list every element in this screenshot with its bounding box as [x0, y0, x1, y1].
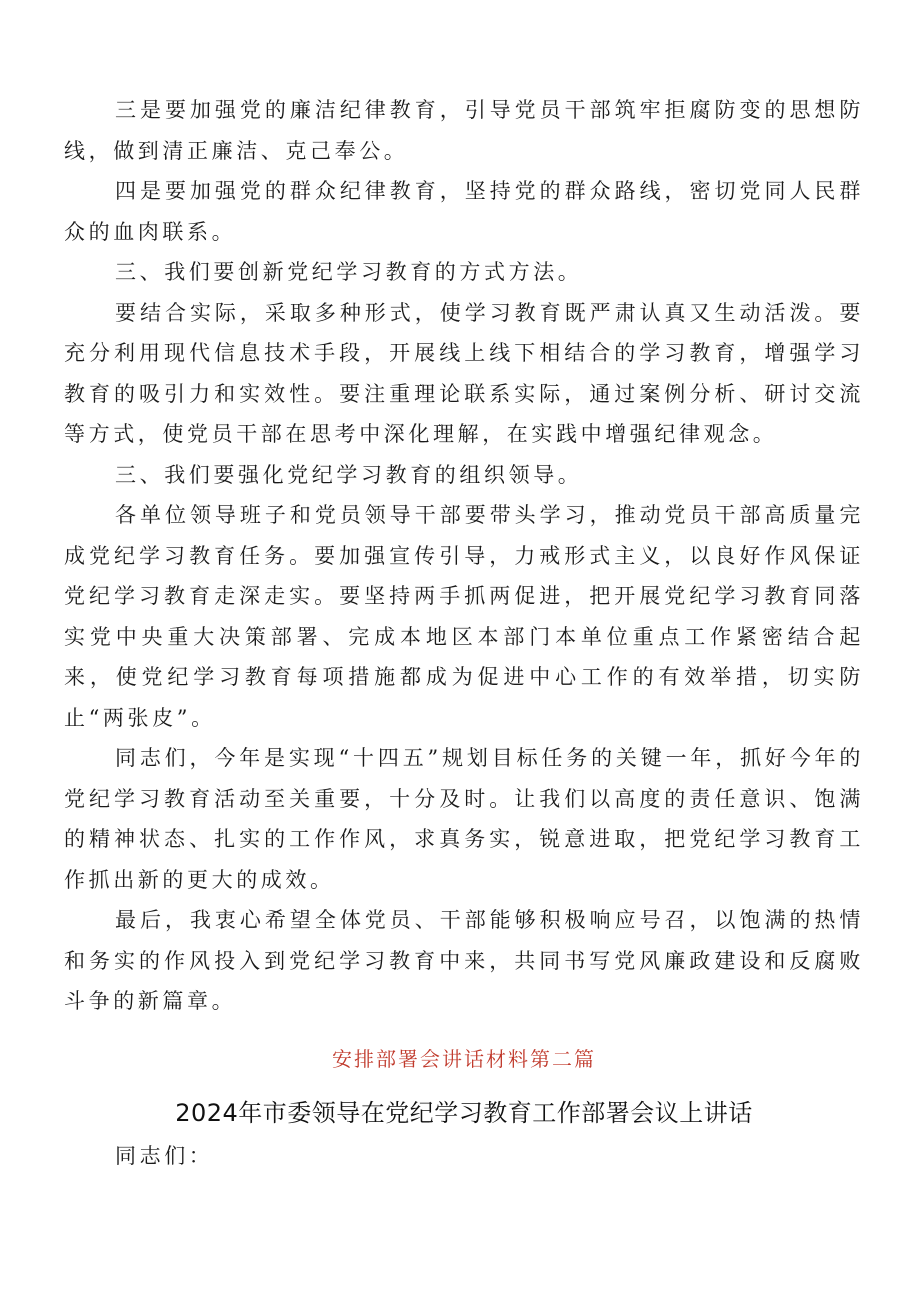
- document-page: [64, 90, 864, 1176]
- document-title: 2024年市委领导在党纪学习教育工作部署会议上讲话: [175, 1098, 753, 1127]
- paragraph-methods: 要结合实际，采取多种形式，使学习教育既严肃认真又生动活泼。要充分利用现代信息技术手段，开展线上线下相结合的学习教育，增强学习教育的吸引力和实效性。要注重理论联系实际，通过案例分析、研讨交流等方式，使党员干部在思考中深化理解，在实践中增强纪律观念。: [64, 300, 864, 446]
- salutation: 同志们：: [115, 1143, 214, 1168]
- paragraph-discipline-integrity: 三是要加强党的廉洁纪律教育，引导党员干部筑牢拒腐防变的思想防线，做到清正廉洁、克己奉公。: [64, 98, 864, 163]
- heading-organization-leadership: 三、我们要强化党纪学习教育的组织领导。: [115, 462, 583, 487]
- paragraph-closing: 最后，我衷心希望全体党员、干部能够积极响应号召，以饱满的热情和务实的作风投入到党纪学习教育中来，共同书写党风廉政建设和反腐败斗争的新篇章。: [64, 908, 864, 1013]
- paragraph-mass-discipline: 四是要加强党的群众纪律教育，坚持党的群众路线，密切党同人民群众的血肉联系。: [64, 179, 864, 244]
- heading-innovate-methods: 三、我们要创新党纪学习教育的方式方法。: [115, 260, 583, 284]
- section-title: 安排部署会讲话材料第二篇: [332, 1046, 596, 1071]
- paragraph-key-year: 同志们，今年是实现“十四五”规划目标任务的关键一年，抓好今年的党纪学习教育活动至关重要，十分及时。让我们以高度的责任意识、饱满的精神状态、扎实的工作作风，求真务实，锐意进取，把党纪学习教育工作抓出新的更大的成效。: [64, 746, 864, 892]
- paragraph-leadership: 各单位领导班子和党员领导干部要带头学习，推动党员干部高质量完成党纪学习教育任务。要加强宣传引导，力戒形式主义，以良好作风保证党纪学习教育走深走实。要坚持两手抓两促进，把开展党纪学习教育同落实党中央重大决策部署、完成本地区本部门本单位重点工作紧密结合起来，使党纪学习教育每项措施都成为促进中心工作的有效举措，切实防止“两张皮”。: [64, 503, 864, 730]
